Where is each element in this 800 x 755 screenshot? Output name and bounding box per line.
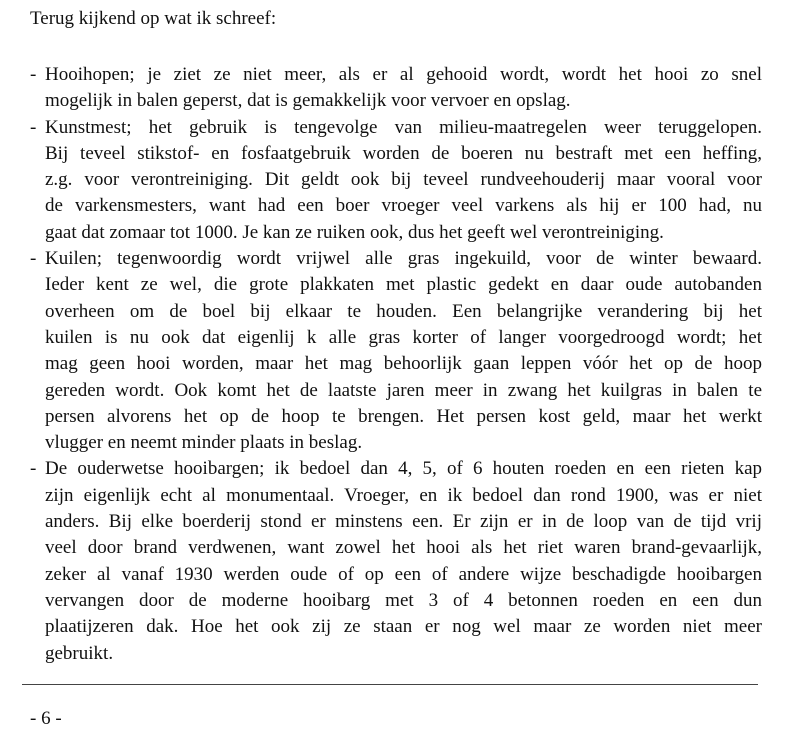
text-line: Hooihopen; je ziet ze niet meer, als er al gehooid wordt, wordt het hooi zo snel (45, 64, 762, 85)
text-line: De ouderwetse hooibargen; ik bedoel dan 4, 5, of 6 houten roeden en een rieten kap (45, 458, 762, 480)
text-line: gaat dat zomaar tot 1000. Je kan ze ruiken ook, dus het geeft wel verontreiniging. (45, 221, 664, 243)
list-item-kunstmest (30, 115, 762, 246)
text-line: Kunstmest; het gebruik is tengevolge van milieu-maatregelen weer teruggelopen. (45, 116, 762, 138)
bullet-dash: - (30, 248, 37, 270)
text-line: anders. Bij elke boerderij stond er minstens een. Er zijn er in de loop van de tijd vrij (45, 511, 762, 533)
page-number: - 6 - (30, 708, 62, 729)
text-line: de varkensmesters, want had een boer vroeger veel varkens als hij er 100 had, nu (45, 195, 762, 217)
text-line: mag geen hooi worden, maar het mag behoorlijk gaan leppen vóór het op de hoop (45, 353, 762, 375)
list-item-kuilen (30, 246, 762, 456)
list-item-hooihopen (30, 62, 762, 115)
text-line: Ieder kent ze wel, die grote plakkaten met plastic gedekt en daar oude autobanden (45, 274, 762, 296)
text-line: vervangen door de moderne hooibarg met 3 of 4 betonnen roeden en een dun (45, 589, 762, 611)
text-line: kuilen is nu ook dat eigenlij k alle gras korter of langer voorgedroogd wordt; het (45, 326, 762, 348)
text-line: zeker al vanaf 1930 werden oude of op een of andere wijze beschadigde hooibargen (45, 563, 762, 585)
list-item-hooibargen (30, 456, 762, 666)
text-line: Kuilen; tegenwoordig wordt vrijwel alle gras ingekuild, voor de winter bewaard. (45, 248, 762, 270)
footer-divider (22, 684, 758, 685)
text-line: zijn eigenlijk echt al monumentaal. Vroeger, en ik bedoel dan rond 1900, was er niet (45, 484, 762, 506)
text-line: vlugger en neemt minder plaats in beslag. (45, 432, 363, 454)
text-line: z.g. voor verontreiniging. Dit geldt ook bij teveel rundveehouderij maar vooral voor (45, 169, 762, 191)
text-line: mogelijk in balen geperst, dat is gemakkelijk voor vervoer en opslag. (45, 90, 571, 112)
bullet-dash: - (30, 458, 37, 480)
text-line: veel door brand verdwenen, want zowel het hooi als het riet waren brand-gevaarlijk, (45, 537, 762, 559)
bullet-dash: - (30, 116, 37, 138)
text-line: gereden wordt. Ook komt het de laatste jaren meer in zwang het kuilgras in balen te (45, 379, 762, 401)
text-line: plaatijzeren dak. Hoe het ook zij ze staan er nog wel maar ze worden niet meer (45, 616, 762, 638)
text-line: persen alvorens het op de hoop te brengen. Het persen kost geld, maar het werkt (45, 405, 762, 427)
text-line: Bij teveel stikstof- en fosfaatgebruik worden de boeren nu bestraft met een heffing, (45, 142, 762, 164)
text-line: overheen om de boel bij elkaar te houden. Een belangrijke verandering bij het (45, 300, 762, 322)
text-line: gebruikt. (45, 642, 114, 664)
bullet-list (30, 62, 762, 667)
intro-heading: Terug kijkend op wat ik schreef: (30, 8, 277, 29)
bullet-dash: - (30, 64, 37, 85)
